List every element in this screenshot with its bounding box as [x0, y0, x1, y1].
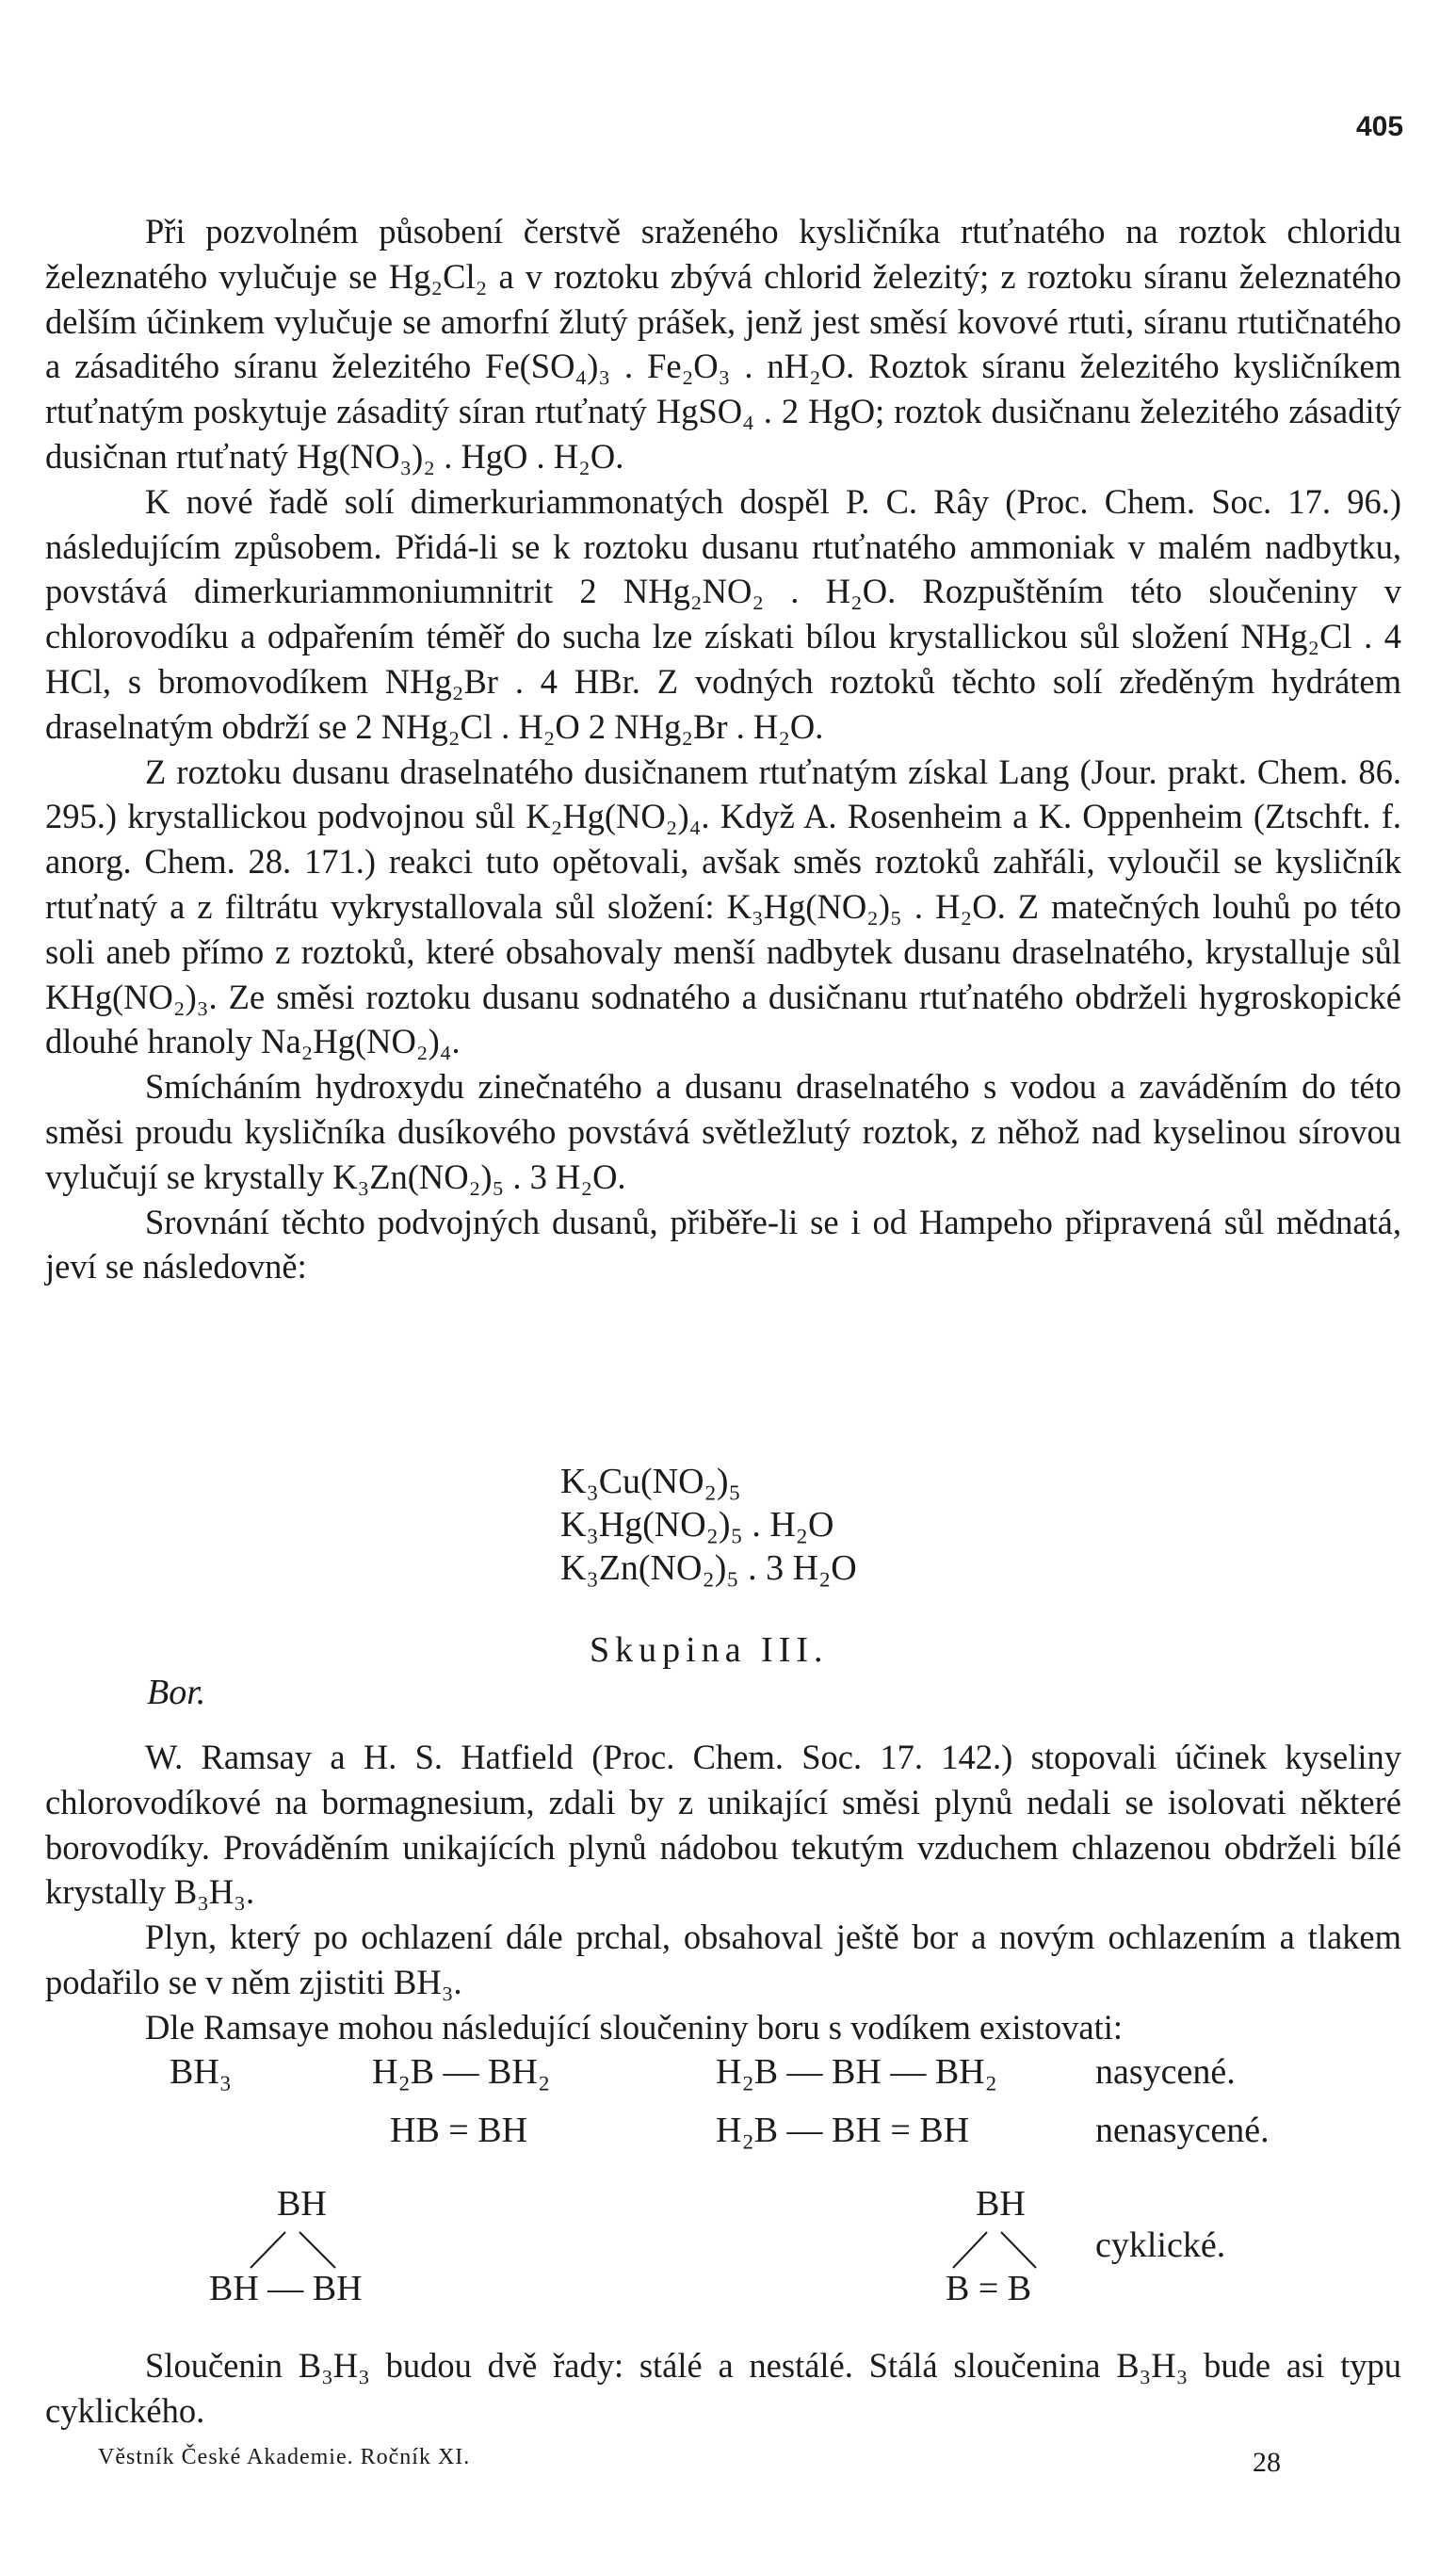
paragraph-3: Z roztoku dusanu draselnatého dusičnanem rtuťnatým získal Lang (Jour. prakt. Chem. 86. 295.) krystallickou podvojnou sůl K₂Hg(NO₂)₄. Když A. Rosenheim a K. Oppenheim (Ztschft. f. anorg. Chem. 28. 171.) reakci tuto opětovali, avšak směs roztoků zahřáli, vyloučil se kysličník rtuťnatý a z filtrátu vykrystallovala sůl složení: K₃Hg(NO₂)₅ . H₂O. Z matečných louhů po této soli aneb přímo z roztoků, které obsahovaly menší nadbytek dusanu draselnatého, krystalluje sůl KHg(NO₂)₃. Ze směsi roztoku dusanu sodnatého a dusičnanu rtuťnatého obdrželi hygroskopické dlouhé hranoly Na₂Hg(NO₂)₄. [45, 752, 1401, 1061]
formula-h2b-bh-bh: H₂B — BH = BH [716, 2111, 970, 2150]
formula-bh3: BH₃ [170, 2052, 233, 2092]
bor-paragraph-1: W. Ramsay a H. S. Hatfield (Proc. Chem. Soc. 17. 142.) stopovali účinek kyseliny chlorovodíkové na bormagnesium, zdali by z unikající směsi plynů nedali se isolovati některé borovodíky. Prováděním unikajících plynů nádobou tekutým vzduchem chlazenou obdrželi bílé krystally B₃H₃. [45, 1738, 1401, 1912]
cyclic-right-top: BH [976, 2184, 1026, 2224]
equation-zn: K₃Zn(NO₂)₅ . 3 H₂O [560, 1548, 857, 1588]
paragraph-2: K nové řadě solí dimerkuriammonatých dospěl P. C. Rây (Proc. Chem. Soc. 17. 96.) následujícím způsobem. Přidá-li se k roztoku dusanu rtuťnatého ammoniak v malém nadbytku, povstává dimerkuriammoniumnitrit 2 NHg₂NO₂ . H₂O. Rozpuštěním této sloučeniny v chlorovodíku a odpařením téměř do sucha lze získati bílou krystallickou sůl složení NHg₂Cl . 4 HCl, s bromovodíkem NHg₂Br . 4 HBr. Z vodných roztoků těchto solí zředěným hydrátem draselnatým obdrží se 2 NHg₂Cl . H₂O 2 NHg₂Br . H₂O. [45, 481, 1401, 746]
formula-h2b-bh2: H₂B — BH₂ [372, 2052, 551, 2092]
label-cyclic: cyklické. [1095, 2225, 1226, 2265]
footer-journal: Věstník České Akademie. Ročník XI. [98, 2445, 471, 2469]
paragraph-5: Srovnání těchto podvojných dusanů, přiběře-li se i od Hampeho připravená sůl mědnatá, jeví se následovně: [45, 1202, 1401, 1286]
subsection-label: Bor. [147, 1673, 206, 1712]
page-number: 405 [1356, 111, 1404, 142]
bond-left-a [251, 2232, 285, 2268]
label-unsaturated: nenasycené. [1095, 2111, 1270, 2150]
bond-left-b [299, 2232, 335, 2268]
cyclic-left-top: BH [277, 2184, 327, 2224]
closing-text [45, 2343, 1401, 2434]
footer-signature: 28 [1253, 2447, 1281, 2478]
bor-paragraph-2: Plyn, který po ochlazení dále prchal, obsahoval ještě bor a novým ochlazením a tlakem podařilo se v něm zjistiti BH₃. [45, 1918, 1401, 2001]
bor-paragraph-3: Dle Ramsaye mohou následující sloučeniny boru s vodíkem existovati: [145, 2007, 1124, 2047]
formula-hb-bh: HB = BH [390, 2111, 528, 2150]
section-heading: Skupina III. [590, 1630, 829, 1670]
paragraph-4: Smícháním hydroxydu zinečnatého a dusanu draselnatého s vodou a zaváděním do této směsi proudu kysličníka dusíkového povstává světležlutý roztok, z něhož nad kyselinou sírovou vylučují se krystally K₃Zn(NO₂)₅ . 3 H₂O. [45, 1067, 1401, 1196]
bond-right-a [953, 2232, 987, 2268]
equation-cu: K₃Cu(NO₂)₅ [560, 1462, 741, 1501]
bond-right-b [1001, 2232, 1036, 2268]
closing-paragraph: Sloučenin B₃H₃ budou dvě řady: stálé a nestálé. Stálá sloučenina B₃H₃ bude asi typu cyklického. [45, 2346, 1401, 2430]
label-saturated: nasycené. [1095, 2052, 1236, 2092]
equation-hg: K₃Hg(NO₂)₅ . H₂O [560, 1505, 834, 1545]
cyclic-right-bottom: B = B [946, 2269, 1032, 2308]
formula-h2b-bh-bh2: H₂B — BH — BH₂ [716, 2052, 997, 2092]
cyclic-left-bottom: BH — BH [209, 2269, 363, 2308]
paragraph-1: Při pozvolném působení čerstvě sraženého kysličníka rtuťnatého na roztok chloridu železnatého vylučuje se Hg₂Cl₂ a v roztoku zbývá chlorid železitý; z roztoku síranu železnatého delším účinkem vylučuje se amorfní žlutý prášek, jenž jest směsí kovové rtuti, síranu rtutičnatého a zásaditého síranu železitého Fe(SO₄)₃ . Fe₂O₃ . nH₂O. Roztok síranu železitého kysličníkem rtuťnatým poskytuje zásaditý síran rtuťnatý HgSO₄ . 2 HgO; roztok dusičnanu železitého zásaditý dusičnan rtuťnatý Hg(NO₃)₂ . HgO . H₂O. [45, 212, 1401, 476]
